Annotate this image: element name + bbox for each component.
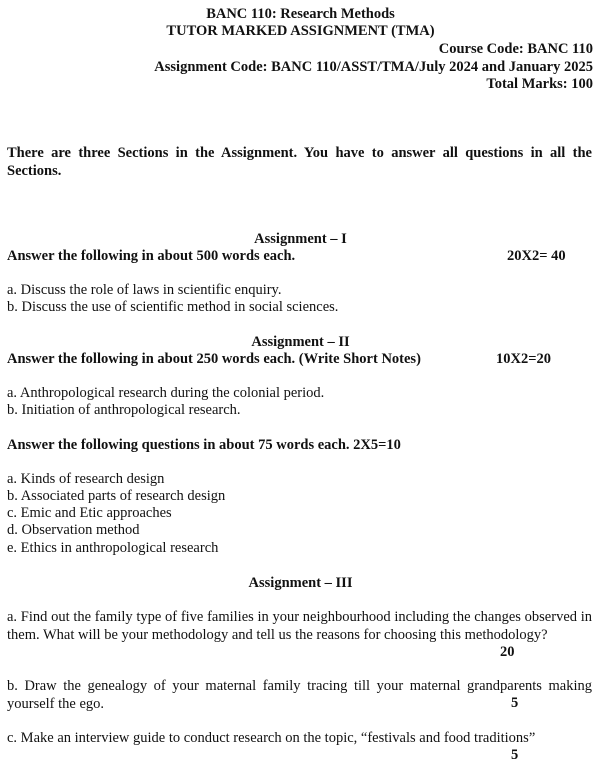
section1-marks: 20X2= 40 (507, 248, 566, 264)
section1-item-a: a. Discuss the role of laws in scientific enquiry. (7, 282, 282, 298)
section3-question-a: a. Find out the family type of five families in your neighbourhood including the changes observed in them. What will be your methodology and tell us the reasons for choosing this methodology? (7, 609, 592, 643)
section2-short-item-b: b. Associated parts of research design (7, 488, 226, 504)
section2-short-item-c: c. Emic and Etic approaches (7, 505, 172, 521)
course-code: Course Code: BANC 110 (438, 41, 593, 57)
section2-item-a: a. Anthropological research during the colonial period. (7, 385, 325, 401)
section2-instruction: Answer the following in about 250 words each. (Write Short Notes) (7, 351, 421, 367)
section2-instruction2: Answer the following questions in about 75 words each. 2X5=10 (7, 437, 401, 453)
document-title: BANC 110: Research Methods (206, 6, 395, 22)
section3-question-c-marks: 5 (511, 747, 519, 763)
document-subtitle: TUTOR MARKED ASSIGNMENT (TMA) (166, 23, 435, 39)
section3-question-a-marks: 20 (500, 644, 515, 660)
total-marks: Total Marks: 100 (486, 76, 593, 92)
intro-text: There are three Sections in the Assignment. You have to answer all questions in all the Sections. (7, 145, 592, 179)
section1-heading: Assignment – I (254, 231, 347, 247)
assignment-code: Assignment Code: BANC 110/ASST/TMA/July 2024 and January 2025 (154, 59, 593, 75)
section1-instruction: Answer the following in about 500 words each. (7, 248, 296, 264)
section2-item-b: b. Initiation of anthropological research. (7, 402, 241, 418)
section3-question-b: b. Draw the genealogy of your maternal family tracing till your maternal grandparents making yourself the ego. (7, 678, 592, 712)
section2-marks: 10X2=20 (496, 351, 551, 367)
section2-heading: Assignment – II (251, 334, 350, 350)
section3-question-b-marks: 5 (511, 695, 519, 711)
section1-item-b: b. Discuss the use of scientific method in social sciences. (7, 299, 339, 315)
section3-question-c: c. Make an interview guide to conduct research on the topic, “festivals and food traditions” (7, 730, 536, 746)
section2-short-item-e: e. Ethics in anthropological research (7, 540, 219, 556)
section2-short-item-d: d. Observation method (7, 522, 140, 538)
section3-heading: Assignment – III (248, 575, 353, 591)
section2-short-item-a: a. Kinds of research design (7, 471, 165, 487)
